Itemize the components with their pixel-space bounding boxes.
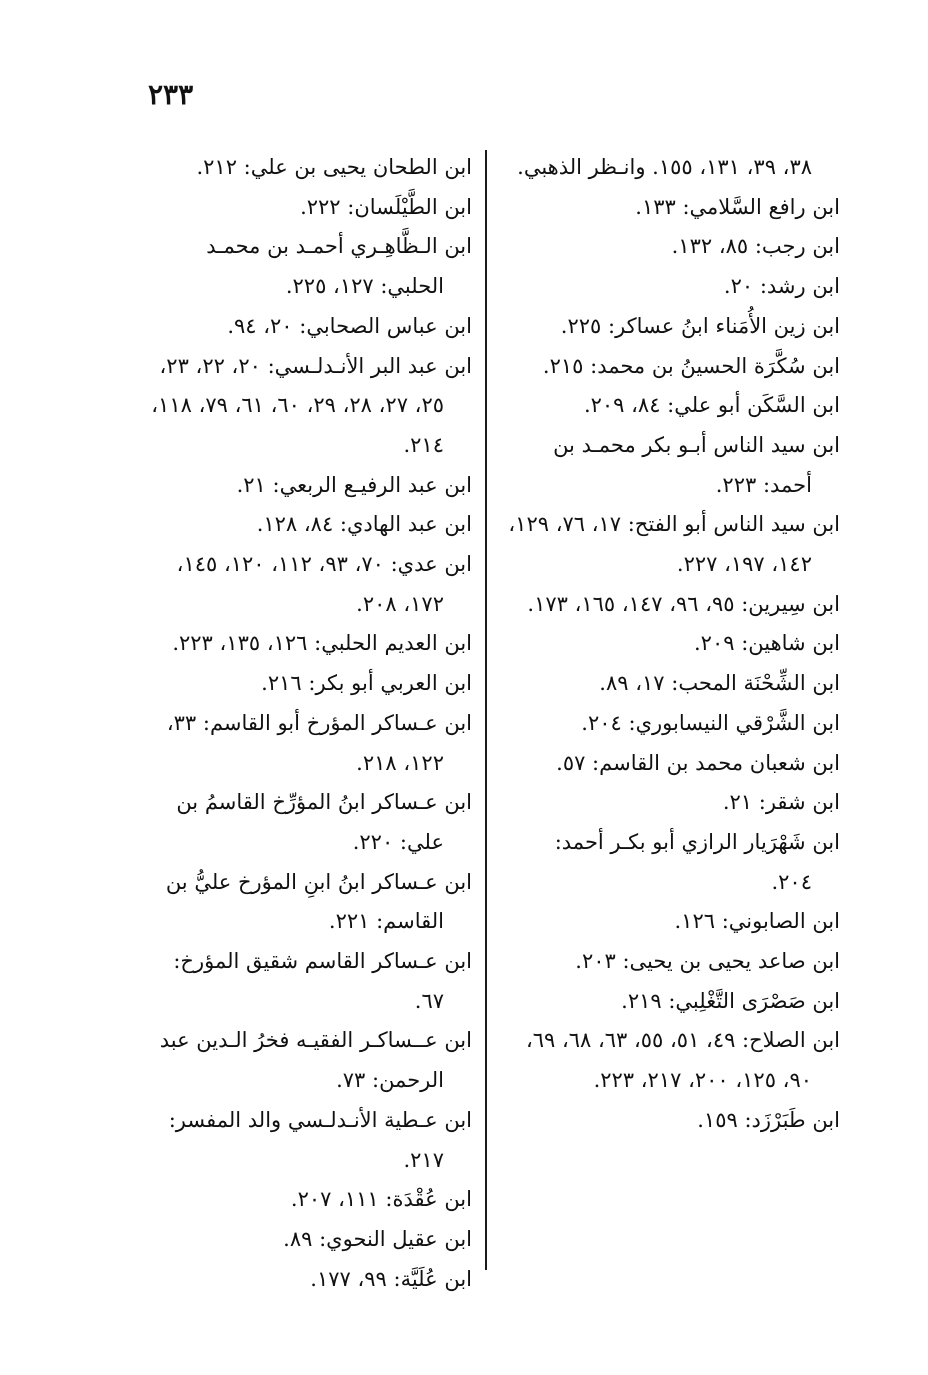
index-entry: ابن سِيرين: ٩٥، ٩٦، ١٤٧، ١٦٥، ١٧٣. [527,591,840,616]
index-entry: ابن طَبَرْزَد: ١٥٩. [697,1107,840,1132]
index-entry: ابن عـساكر المؤرخ أبو القاسم: ٣٣، ١٢٢، ٢١٨. [166,710,472,775]
index-column-left [140,148,472,1299]
index-entry: ابن رافع السَّلامي: ١٣٣. [635,194,840,219]
index-entry: ٣٨، ٣٩، ١٣١، ١٥٥. وانـظر الذهبي. [517,155,812,179]
index-entry: ابن عبد الهادي: ٨٤، ١٢٨. [256,512,472,537]
index-entry: ابن عدي: ٧٠، ٩٣، ١١٢، ١٢٠، ١٤٥، ١٧٢، ٢٠٨. [176,552,472,616]
page-number: ٢٣٣ [148,78,194,111]
index-entry: ابن الشِّحْنَة المحب: ١٧، ٨٩. [599,671,840,696]
index-entry: ابن الطَّيْلَسان: ٢٢٢. [300,194,472,219]
index-entry: ابن عـساكر ابنُ ابنِ المؤرخ عليُّ بن القاسم: ٢٢١. [165,869,472,934]
index-entry: ابن الصلاح: ٤٩، ٥١، ٥٥، ٦٣، ٦٨، ٦٩، ٩٠، ١٢٥، ٢٠٠، ٢١٧، ٢٢٣. [525,1028,840,1093]
index-entry: ابن عُلَيَّة: ٩٩، ١٧٧. [310,1266,472,1291]
index-entry: ابن صَصْرَى التَّغْلِبي: ٢١٩. [621,988,840,1013]
index-entry: ابن شعبان محمد بن القاسم: ٥٧. [556,750,840,775]
index-entry: ابن عُقْدَة: ١١١، ٢٠٧. [290,1187,472,1212]
index-entry: ابن سيد الناس أبو الفتح: ١٧، ٧٦، ١٢٩، ١٤٢، ١٩٧، ٢٢٧. [508,512,840,577]
index-entry: ابن سُكَّرَة الحسينُ بن محمد: ٢١٥. [542,353,840,378]
index-column-right [508,148,840,1141]
index-entry: ابن عـساكر ابنُ المؤرِّخ القاسمُ بن علي: ٢٢٠. [176,790,472,854]
index-entry: ابن الطحان يحيى بن علي: ٢١٢. [196,155,472,179]
index-entry: ابن شاهين: ٢٠٩. [693,631,840,656]
index-entry: ابن الصابوني: ١٢٦. [674,909,840,934]
index-entry: ابن عـطية الأنـدلـسي والد المفسر: ٢١٧. [168,1107,472,1172]
index-entry: ابن عبد الرفيـع الربعي: ٢١. [236,472,472,497]
index-entry: ابن العربي أبو بكر: ٢١٦. [261,671,472,696]
index-entry: ابن سيد الناس أبـو بكر محمـد بن أحمد: ٢٢٣. [553,432,840,497]
index-entry: ابن صاعد يحيى بن يحيى: ٢٠٣. [575,949,840,974]
index-entry: ابن عـساكر القاسم شقيق المؤرخ: ٦٧. [173,949,472,1013]
column-divider [485,150,487,1270]
index-entry: ابن عباس الصحابي: ٢٠، ٩٤. [227,313,472,338]
index-entry: ابن زين الأُمَناء ابنُ عساكر: ٢٢٥. [560,313,840,338]
index-entry: ابن العديم الحلبي: ١٢٦، ١٣٥، ٢٢٣. [172,631,472,656]
index-entry: ابن عقيل النحوي: ٨٩. [283,1226,472,1251]
index-entry: ابن السَّكَن أبو علي: ٨٤، ٢٠٩. [583,393,840,418]
index-entry: ابن الـظَّاهِـري أحمـد بن محمـد الحلبي: ١٢٧، ٢٢٥. [206,234,472,299]
index-entry: ابن رجب: ٨٥، ١٣٢. [671,234,840,259]
index-entry: ابن شقر: ٢١. [722,790,840,815]
index-entry: ابن شَهْرَيار الرازي أبو بكـر أحمد: ٢٠٤. [554,829,840,894]
index-entry: ابن عبد البر الأنـدلـسي: ٢٠، ٢٢، ٢٣، ٢٥، ٢٧، ٢٨، ٢٩، ٦٠، ٦١، ٧٩، ١١٨، ٢١٤. [151,353,472,457]
index-entry: ابن الشَّرْقي النيسابوري: ٢٠٤. [581,710,840,735]
index-entry: ابن رشد: ٢٠. [723,274,840,299]
index-entry: ابن عــساكـر الفقيـه فخرُ الـدين عبد الرحمن: ٧٣. [159,1028,472,1093]
